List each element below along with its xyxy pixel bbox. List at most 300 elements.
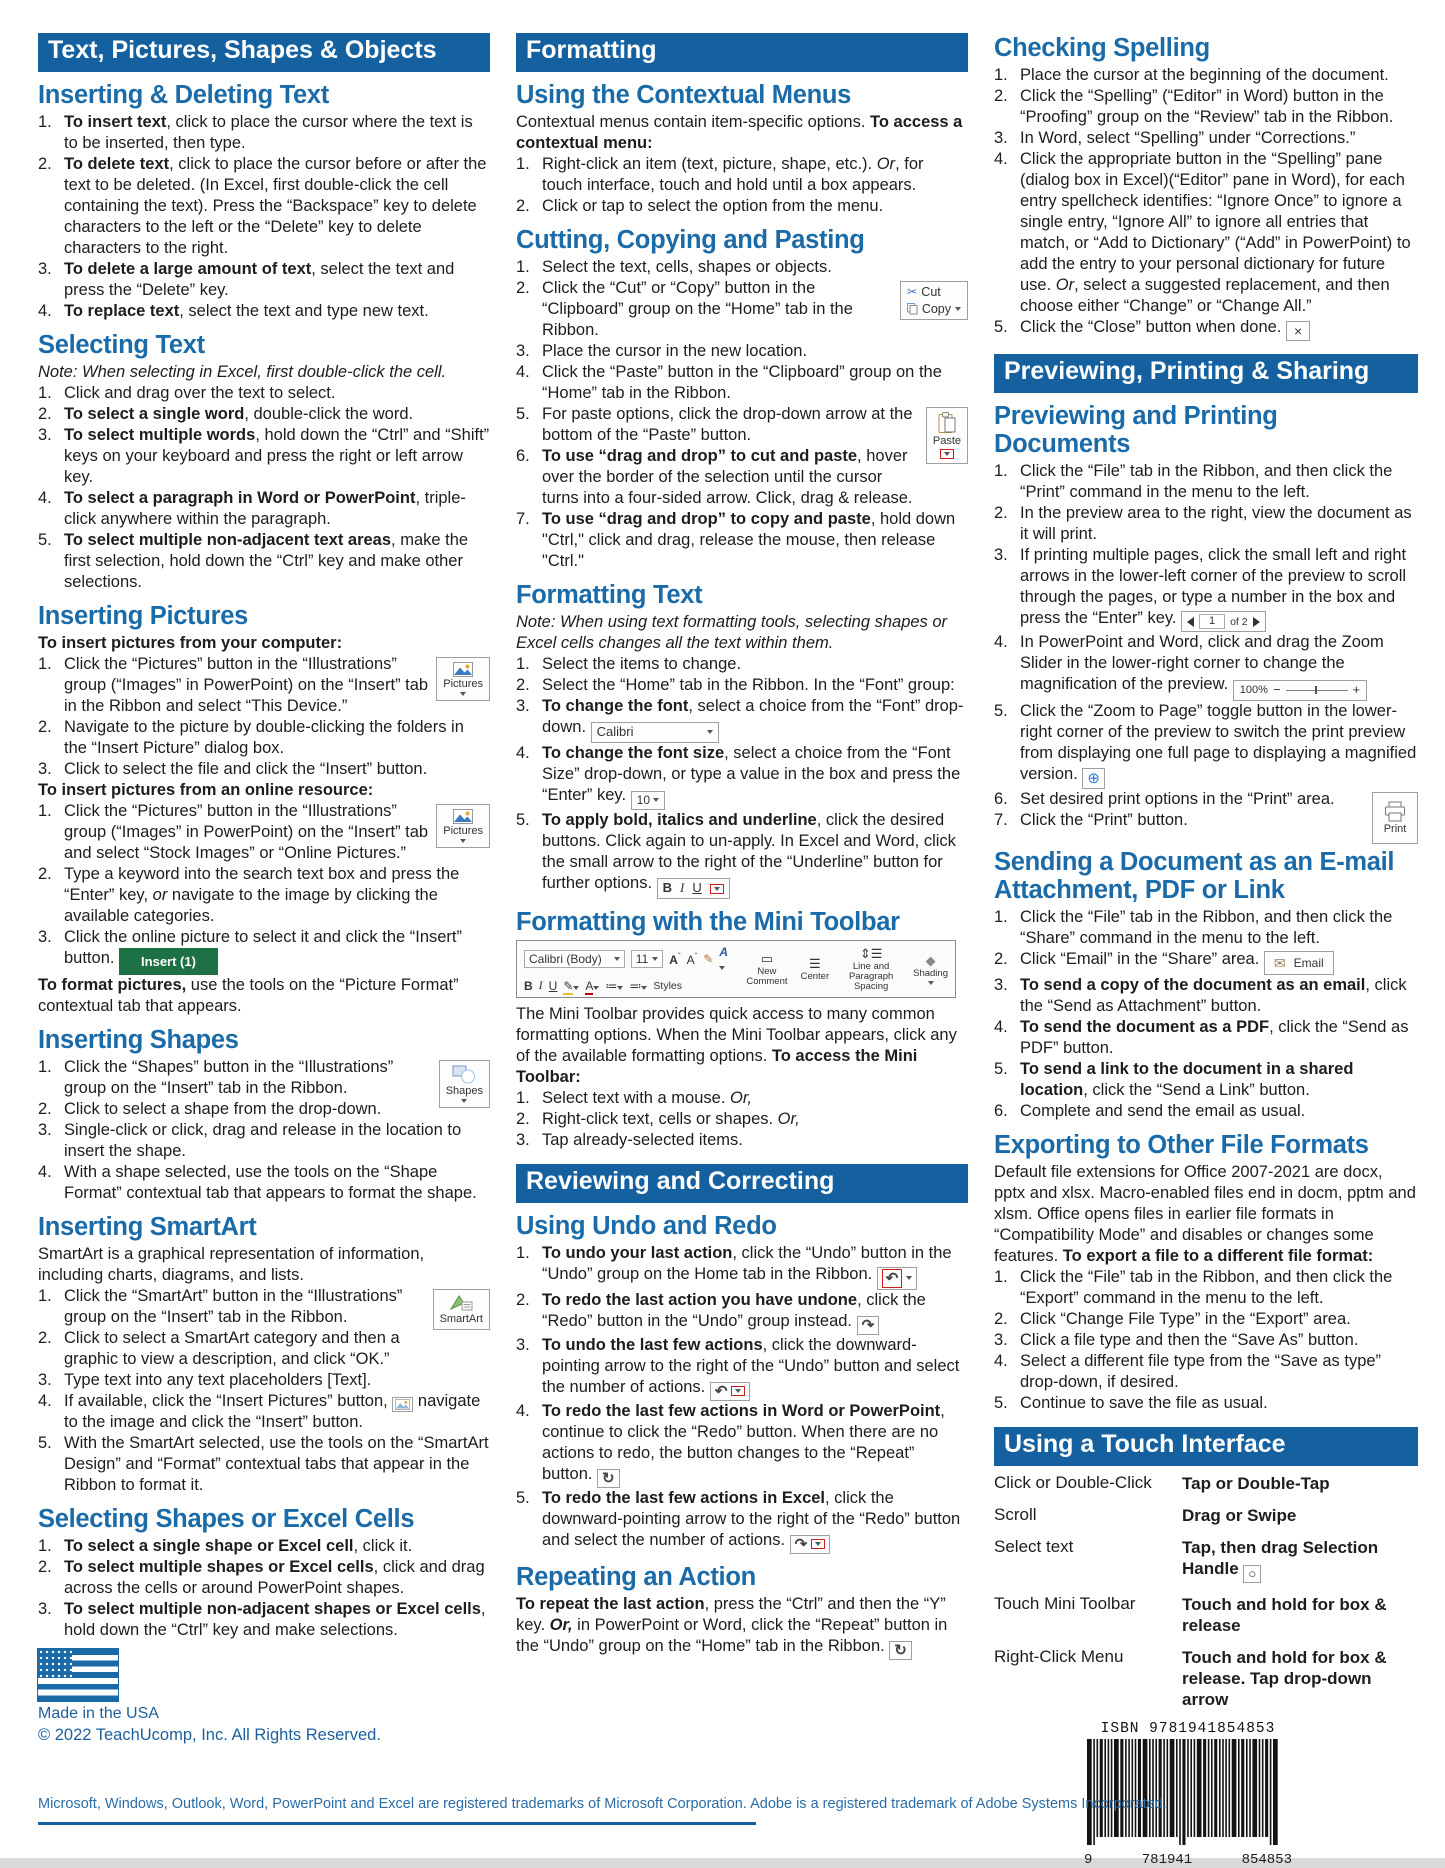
bottom-rule (38, 1822, 756, 1825)
text-segment: Click the “Print” button. (1020, 810, 1188, 829)
repeat-button: ↻ (597, 1469, 620, 1488)
list-item (516, 1401, 968, 1488)
text-segment: , select a choice from the “Font” drop-down. (542, 696, 964, 736)
list-item (516, 196, 968, 217)
list-item (38, 1370, 490, 1391)
item-number: 1. (516, 1243, 530, 1262)
bold-italic-underline-buttons: B I U (657, 878, 730, 899)
paragraph (516, 112, 968, 154)
mini-toolbar (516, 940, 956, 998)
text-segment: , triple-click anywhere within the paragraph. (64, 488, 466, 528)
list-item (516, 1488, 968, 1554)
text-segment: To insert pictures from an online resource: (38, 780, 374, 799)
list-item (38, 301, 490, 322)
trademark-line: Microsoft, Windows, Outlook, Word, PowerPoint and Excel are registered trademarks of Microsoft Corporation. Adobe is a registered trademark of Adobe Systems Incorporated. (38, 1796, 1167, 1812)
text-segment: To apply bold, italics and underline (542, 811, 817, 830)
item-number: 4. (994, 632, 1008, 651)
list-item (516, 278, 968, 341)
flag-canton (38, 1649, 72, 1678)
list-item (516, 154, 968, 196)
mini-toolbar-row-2 (524, 978, 733, 993)
list-item (994, 1351, 1418, 1393)
center-button: ☰ Center (800, 955, 830, 982)
section-heading: Using Undo and Redo (516, 1211, 777, 1240)
text-segment: To insert pictures from your computer: (38, 633, 343, 652)
item-number: 5. (38, 530, 52, 549)
list-item (38, 530, 490, 593)
list-item (516, 509, 968, 572)
new-comment-button: ▭ New Comment (746, 950, 788, 987)
list-item (516, 1243, 968, 1290)
footer-block (38, 1649, 490, 1745)
item-number: 2. (38, 717, 52, 736)
text-segment: In Word, select “Spelling” under “Corrections.” (1020, 129, 1356, 148)
undo-button: ↶ (877, 1267, 918, 1290)
text-segment: Or, (549, 1615, 573, 1634)
made-in-usa-label: Made in the USA (38, 1704, 159, 1722)
list-item (516, 743, 968, 811)
item-number: 1. (38, 654, 52, 673)
text-segment: use the tools on the “Picture Format” contextual tab that appears. (38, 975, 459, 1015)
section-heading: Repeating an Action (516, 1562, 756, 1591)
item-number: 4. (994, 1352, 1008, 1371)
text-segment: Click the “Spelling” (“Editor” in Word) button in the “Proofing” group on the “Review” tab in the Ribbon. (1020, 87, 1394, 127)
item-number: 1. (516, 154, 530, 173)
item-number: 3. (38, 759, 52, 778)
item-number: 5. (516, 404, 530, 423)
item-number: 1. (38, 383, 52, 402)
text-segment: SmartArt is a graphical representation of information, including charts, diagrams, and lists. (38, 1244, 425, 1284)
text-segment: , click the “Send as Attachment” button. (1020, 976, 1407, 1016)
mini-toolbar-left (524, 945, 733, 993)
item-number: 4. (516, 1401, 530, 1420)
list-item (516, 675, 968, 696)
item-number: 5. (994, 318, 1008, 337)
column-3 (994, 33, 1418, 1868)
list-item (516, 1290, 968, 1335)
item-number: 7. (516, 509, 530, 528)
text-segment: Note: When using text formatting tools, selecting shapes or Excel cells changes all the text within them. (516, 612, 948, 652)
item-number: 2. (994, 950, 1008, 969)
text-segment: Select the “Home” tab in the Ribbon. In the “Font” group: (542, 675, 955, 694)
touch-gesture-value: Touch and hold for box & release (1182, 1595, 1387, 1636)
paragraph (994, 1162, 1418, 1267)
text-segment: , click the “Redo” button in the “Undo” group instead. (542, 1290, 926, 1330)
text-segment: Select the items to change. (542, 654, 742, 673)
item-number: 1. (38, 1536, 52, 1555)
text-segment: , click the “Send as PDF” button. (1020, 1018, 1409, 1058)
redo-button: ↷ (857, 1316, 880, 1335)
item-number: 2. (38, 1328, 52, 1347)
list-item (516, 362, 968, 404)
item-number: 6. (994, 789, 1008, 808)
text-segment: Click “Change File Type” in the “Export” area. (1020, 1310, 1351, 1329)
text-segment: Click the “Zoom to Page” toggle button in the lower-right corner of the preview to switch the print preview from displaying one full page to displaying a magnified version. (1020, 701, 1417, 783)
touch-table-row (994, 1537, 1418, 1583)
text-segment: With a shape selected, use the tools on the “Shape Format” contextual tab that appears to format the shape. (64, 1162, 477, 1202)
item-number: 2. (38, 154, 52, 173)
touch-action-label: Select text (994, 1536, 1074, 1556)
section-banner: Previewing, Printing & Sharing (994, 354, 1418, 393)
list-item (516, 1109, 968, 1130)
barcode-digits (1078, 1852, 1298, 1868)
paragraph (38, 780, 490, 801)
text-segment: Complete and send the email as usual. (1020, 1102, 1306, 1121)
list-item (994, 1101, 1418, 1122)
list-item (38, 1162, 490, 1204)
underline-icon: U (548, 978, 558, 993)
item-number: 2. (516, 675, 530, 694)
text-segment: Navigate to the picture by double-clicking the folders in the “Insert Picture” dialog box. (64, 717, 464, 757)
paragraph (516, 1594, 968, 1660)
item-number: 4. (38, 488, 52, 507)
text-segment: To delete text (64, 154, 170, 173)
list-item (38, 1099, 490, 1120)
paragraph (38, 975, 490, 1017)
text-segment: Single-click or click, drag and release in the location to insert the shape. (64, 1120, 462, 1160)
shrink-font-icon: $A^ˇ$ (686, 951, 698, 967)
bullets-icon: ≔ (605, 979, 623, 993)
highlight-icon: ✎ (563, 979, 579, 993)
isbn-label: ISBN 9781941854853 (1100, 1721, 1276, 1738)
list-item (994, 1309, 1418, 1330)
list-item (38, 1599, 490, 1641)
text-segment: Click the “Pictures” button in the “Illustrations” group (“Images” in PowerPoint) on the “Insert” tab and select “Stock Images” or “Online Pictures.” (64, 801, 429, 862)
text-segment: Right-click an item (text, picture, shape, etc.). (542, 154, 877, 173)
item-number: 4. (516, 743, 530, 762)
column-1 (38, 33, 490, 1868)
item-number: 4. (994, 1018, 1008, 1037)
shading-button: ◆ Shading (913, 945, 948, 993)
text-segment: To insert text (64, 112, 167, 131)
text-segment: , select a choice from the “Font Size” drop-down, or type a value in the box and press the “Enter” key. (542, 743, 961, 804)
list-item (38, 112, 490, 154)
text-segment: To send the document as a PDF (1020, 1018, 1270, 1037)
font-size-dropdown: 10 (631, 791, 665, 811)
text-segment: To select a paragraph in Word or PowerPoint (64, 488, 416, 507)
text-segment: Click the “Paste” button in the “Clipboard” group on the “Home” tab in the Ribbon. (542, 362, 942, 402)
text-segment: To select a single word (64, 404, 245, 423)
grow-font-icon: $A^ˆ$ (669, 951, 681, 967)
item-number: 4. (38, 1391, 52, 1410)
text-segment: To replace text (64, 301, 180, 320)
text-segment: To use “drag and drop” to cut and paste (542, 446, 858, 465)
text-segment: Click and drag over the text to select. (64, 383, 336, 402)
item-number: 2. (38, 864, 52, 883)
item-number: 3. (516, 1131, 530, 1150)
touch-action-label: Touch Mini Toolbar (994, 1594, 1136, 1614)
list-item (38, 1557, 490, 1599)
list-item (38, 654, 490, 717)
list-item (38, 1536, 490, 1557)
item-number: 3. (994, 545, 1008, 564)
item-number: 2. (516, 1110, 530, 1129)
item-number: 3. (994, 1331, 1008, 1350)
text-segment: To undo your last action (542, 1243, 733, 1262)
section-heading: Cutting, Copying and Pasting (516, 225, 865, 254)
text-segment: , for touch interface, touch and hold until a box appears. (542, 154, 924, 194)
touch-action-label: Scroll (994, 1504, 1037, 1524)
zoom-slider: 100% − + (1233, 680, 1367, 701)
text-segment: , select a suggested replacement, and then choose either “Change” or “Change All.” (1020, 276, 1390, 316)
text-segment: Type text into any text placeholders [Text]. (64, 1370, 372, 1389)
list-item (994, 149, 1418, 317)
text-segment: Click the “File” tab in the Ribbon, and then click the “Print” command in the menu to the left. (1020, 461, 1393, 501)
list-item (516, 341, 968, 362)
list-item (38, 1057, 490, 1099)
copyright-line: © 2022 TeachUcomp, Inc. All Rights Reserved. (38, 1725, 381, 1744)
section-heading: Checking Spelling (994, 34, 1210, 62)
smartart-button: SmartArt (433, 1289, 490, 1331)
item-number: 1. (994, 908, 1008, 927)
text-segment: To delete a large amount of text (64, 259, 312, 278)
list-item (994, 503, 1418, 545)
text-segment: Click to select a shape from the drop-down. (64, 1099, 382, 1118)
item-number: 3. (38, 1370, 52, 1389)
item-number: 2. (38, 1557, 52, 1576)
list-item (38, 259, 490, 301)
paragraph (38, 633, 490, 654)
section-heading: Previewing and Printing Documents (994, 401, 1278, 458)
zoom-to-page-button: ⊕ (1082, 768, 1105, 789)
list-item (994, 701, 1418, 789)
repeat-button: ↻ (889, 1641, 912, 1660)
touch-table-row (994, 1473, 1418, 1494)
item-number: 3. (994, 976, 1008, 995)
text-segment: in PowerPoint or Word, click the “Repeat” button in the “Undo” group on the “Home” tab in the Ribbon. (516, 1615, 948, 1655)
close-button: × (1286, 321, 1310, 341)
list-item (994, 810, 1418, 831)
list-item (994, 1059, 1418, 1101)
item-number: 5. (38, 1433, 52, 1452)
text-segment: Click the “Shapes” button in the “Illustrations” group on the “Insert” tab in the Ribbon. (64, 1057, 394, 1097)
list-item (38, 383, 490, 404)
list-item (994, 632, 1418, 701)
text-segment: Click the online picture to select it and click the “Insert” button. (64, 927, 463, 967)
item-number: 1. (994, 461, 1008, 480)
section-heading: Selecting Shapes or Excel Cells (38, 1504, 415, 1533)
item-number: 2. (994, 1310, 1008, 1329)
item-number: 3. (38, 425, 52, 444)
item-number: 3. (38, 927, 52, 946)
italic-icon: I (538, 978, 543, 993)
paragraph (38, 1244, 490, 1286)
text-segment: navigate to the image by clicking the available categories. (64, 885, 438, 925)
mini-toolbar-row-1 (524, 945, 733, 973)
text-segment: To send a copy of the document as an email (1020, 976, 1366, 995)
text-segment: Select text with a mouse. (542, 1089, 731, 1108)
text-segment: In PowerPoint and Word, click and drag the Zoom Slider in the lower-right corner to change the magnification of the preview. (1020, 632, 1384, 693)
text-segment: , click it. (353, 1536, 413, 1555)
text-segment: Click or tap to select the option from the menu. (542, 196, 884, 215)
line-spacing-button: ⇕☰ Line and Paragraph Spacing (848, 945, 894, 992)
text-segment: Click the “Pictures” button in the “Illustrations” group (“Images” in PowerPoint) on the “Insert” tab in the Ribbon and select “This Device.” (64, 654, 429, 715)
text-segment: Continue to save the file as usual. (1020, 1394, 1268, 1413)
text-segment: Default file extensions for Office 2007-2021 are docx, pptx and xlsx. Macro-enabled files end in docm, pptm and xlsm. Office opens files in earlier file formats in “Compatibility Mode” and disables or changes some features. (994, 1163, 1416, 1266)
item-number: 1. (38, 1057, 52, 1076)
bold-icon: B (524, 978, 533, 993)
column-2 (516, 33, 968, 1868)
item-number: 2. (994, 503, 1008, 522)
item-number: 3. (516, 341, 530, 360)
touch-gesture-value: Drag or Swipe (1182, 1505, 1297, 1525)
text-segment: In the preview area to the right, view the document as it will print. (1020, 503, 1412, 543)
text-segment: , click and drag across the cells or around PowerPoint shapes. (64, 1557, 485, 1597)
touch-gesture-value: Tap or Double-Tap (1182, 1473, 1330, 1493)
list-item (994, 1267, 1418, 1309)
text-segment: Place the cursor at the beginning of the document. (1020, 66, 1389, 85)
list-item (994, 949, 1418, 975)
section-heading: Selecting Text (38, 330, 205, 359)
text-segment: Or, (777, 1110, 800, 1129)
item-number: 4. (38, 1162, 52, 1181)
text-segment: To change the font size (542, 743, 725, 762)
list-item (516, 257, 968, 278)
text-segment: Click the “File” tab in the Ribbon, and then click the “Share” command in the menu to the left. (1020, 908, 1393, 948)
text-segment: , hold down the “Ctrl” key and make selections. (64, 1599, 486, 1639)
shapes-button: Shapes (439, 1060, 490, 1109)
item-number: 3. (38, 1120, 52, 1139)
item-number: 3. (516, 696, 530, 715)
list-item (38, 1328, 490, 1370)
list-item (994, 128, 1418, 149)
text-segment: , click to place the cursor where the text is to be inserted, then type. (64, 112, 473, 152)
text-segment: Select the text, cells, shapes or objects. (542, 257, 832, 276)
text-segment: , select the text and press the “Delete” key. (64, 259, 455, 299)
note-paragraph (516, 612, 968, 654)
item-number: 5. (516, 811, 530, 830)
list-item (516, 404, 968, 446)
text-segment: , hover over the border of the selection until the cursor turns into a four-sided arrow. Click, drag & release. (542, 446, 913, 507)
list-item (38, 1286, 490, 1328)
item-number: 7. (994, 810, 1008, 829)
list-item (516, 1130, 968, 1151)
text-segment: Type a keyword into the search text box and press the “Enter” key, (64, 864, 460, 904)
mini-font-dropdown: Calibri (Body) (524, 950, 625, 968)
item-number: 1. (516, 654, 530, 673)
text-segment: Click the “File” tab in the Ribbon, and then click the “Export” command in the menu to the left. (1020, 1268, 1393, 1308)
section-heading: Using the Contextual Menus (516, 80, 852, 109)
text-segment: To export a file to a different file format: (1062, 1247, 1374, 1266)
text-segment: Click the “Cut” or “Copy” button in the “Clipboard” group on the “Home” tab in the Ribbon. (542, 278, 853, 339)
print-button: Print (1372, 792, 1418, 845)
text-segment: To use “drag and drop” to copy and paste (542, 509, 871, 528)
text-segment: Or (1055, 276, 1075, 295)
item-number: 1. (38, 801, 52, 820)
list-item (516, 446, 968, 509)
touch-gesture-value: Touch and hold for box & release. Tap drop-down arrow (1182, 1648, 1387, 1710)
text-segment: To select multiple non-adjacent text areas (64, 530, 392, 549)
text-segment: To select multiple words (64, 425, 256, 444)
pictures-button: Pictures (436, 804, 490, 849)
text-segment: Tap already-selected items. (542, 1131, 743, 1150)
list-item (516, 696, 968, 743)
item-number: 4. (38, 301, 52, 320)
item-number: 1. (994, 66, 1008, 85)
item-number: 6. (994, 1102, 1008, 1121)
section-heading: Inserting SmartArt (38, 1212, 257, 1241)
section-banner: Using a Touch Interface (994, 1427, 1418, 1466)
text-segment: With the SmartArt selected, use the tools on the “SmartArt Design” and “Format” contextual tabs that appear in the Ribbon to format it. (64, 1433, 489, 1494)
text-segment: To select multiple shapes or Excel cells (64, 1557, 374, 1576)
insert-button: Insert (1) (119, 948, 218, 975)
text-segment: To change the font (542, 696, 689, 715)
touch-table-row (994, 1647, 1418, 1710)
font-color-icon: A (585, 979, 599, 993)
list-item (38, 717, 490, 759)
selection-handle-icon: ○ (1243, 1565, 1261, 1583)
item-number: 3. (38, 259, 52, 278)
touch-action-label: Click or Double-Click (994, 1472, 1152, 1492)
list-item (994, 907, 1418, 949)
text-segment: , double-click the word. (244, 404, 414, 423)
text-segment: Click “Email” in the “Share” area. (1020, 950, 1264, 969)
insert-pictures-icon (392, 1397, 413, 1412)
list-item (38, 927, 490, 975)
item-number: 1. (516, 257, 530, 276)
text-segment: , make the first selection, hold down the “Ctrl” key and make other selections. (64, 530, 469, 591)
list-item (516, 810, 968, 899)
text-segment: To select multiple non-adjacent shapes or Excel cells (64, 1599, 481, 1618)
list-item (994, 317, 1418, 341)
page-nav: 1 of 2 (1181, 611, 1266, 632)
list-item (516, 654, 968, 675)
list-item (994, 65, 1418, 86)
text-segment: To redo the last few actions in Excel (542, 1488, 826, 1507)
section-banner: Formatting (516, 33, 968, 72)
item-number: 4. (516, 362, 530, 381)
list-item (994, 545, 1418, 632)
item-number: 3. (38, 1599, 52, 1618)
text-segment: Click the “Close” button when done. (1020, 318, 1286, 337)
item-number: 1. (516, 1089, 530, 1108)
text-segment: navigate to the image and click the “Insert” button. (64, 1391, 481, 1431)
barcode-digit-group: 781941 (1141, 1852, 1193, 1868)
text-segment: or (152, 885, 168, 904)
text-segment: , press the “Ctrl” and then the “Y” key. (516, 1594, 946, 1634)
us-flag-icon (38, 1649, 118, 1701)
item-number: 6. (516, 446, 530, 465)
list-item (38, 1120, 490, 1162)
text-segment: , select the text and type new text. (179, 301, 429, 320)
text-segment: To redo the last action you have undone (542, 1290, 858, 1309)
list-item (38, 1433, 490, 1496)
item-number: 4. (994, 150, 1008, 169)
text-segment: , click the “Undo” button in the “Undo” group on the Home tab in the Ribbon. (542, 1243, 952, 1283)
text-segment: , click the downward-pointing arrow to the right of the “Redo” button and select the number of actions. (542, 1488, 961, 1549)
list-item (38, 425, 490, 488)
text-segment: To send a link to the document in a shared location (1020, 1060, 1354, 1100)
text-segment: , continue to click the “Redo” button. When there are no actions to redo, the button changes to the “Repeat” button. (542, 1401, 945, 1483)
email-button: ✉ Email (1264, 951, 1334, 975)
text-segment: For paste options, click the drop-down arrow at the bottom of the “Paste” button. (542, 404, 913, 444)
item-number: 3. (994, 129, 1008, 148)
list-item (994, 1393, 1418, 1414)
item-number: 2. (516, 196, 530, 215)
text-effects-icon: A (719, 945, 733, 973)
barcode-digit-group: 854853 (1241, 1852, 1292, 1868)
undo-dropdown-button: ↶ (710, 1382, 751, 1401)
text-segment: Or, (730, 1089, 753, 1108)
text-segment: To format pictures, (38, 975, 187, 994)
list-item (994, 1017, 1418, 1059)
text-segment: To redo the last few actions in Word or PowerPoint (542, 1401, 941, 1420)
cut-copy-buttons: ✂ Cut Copy (900, 281, 968, 321)
format-painter-icon: ✎ (703, 952, 714, 967)
text-segment: Contextual menus contain item-specific options. (516, 112, 871, 131)
text-segment: Place the cursor in the new location. (542, 341, 808, 360)
touch-gesture-value: Tap, then drag Selection Handle ○ (1182, 1537, 1408, 1583)
